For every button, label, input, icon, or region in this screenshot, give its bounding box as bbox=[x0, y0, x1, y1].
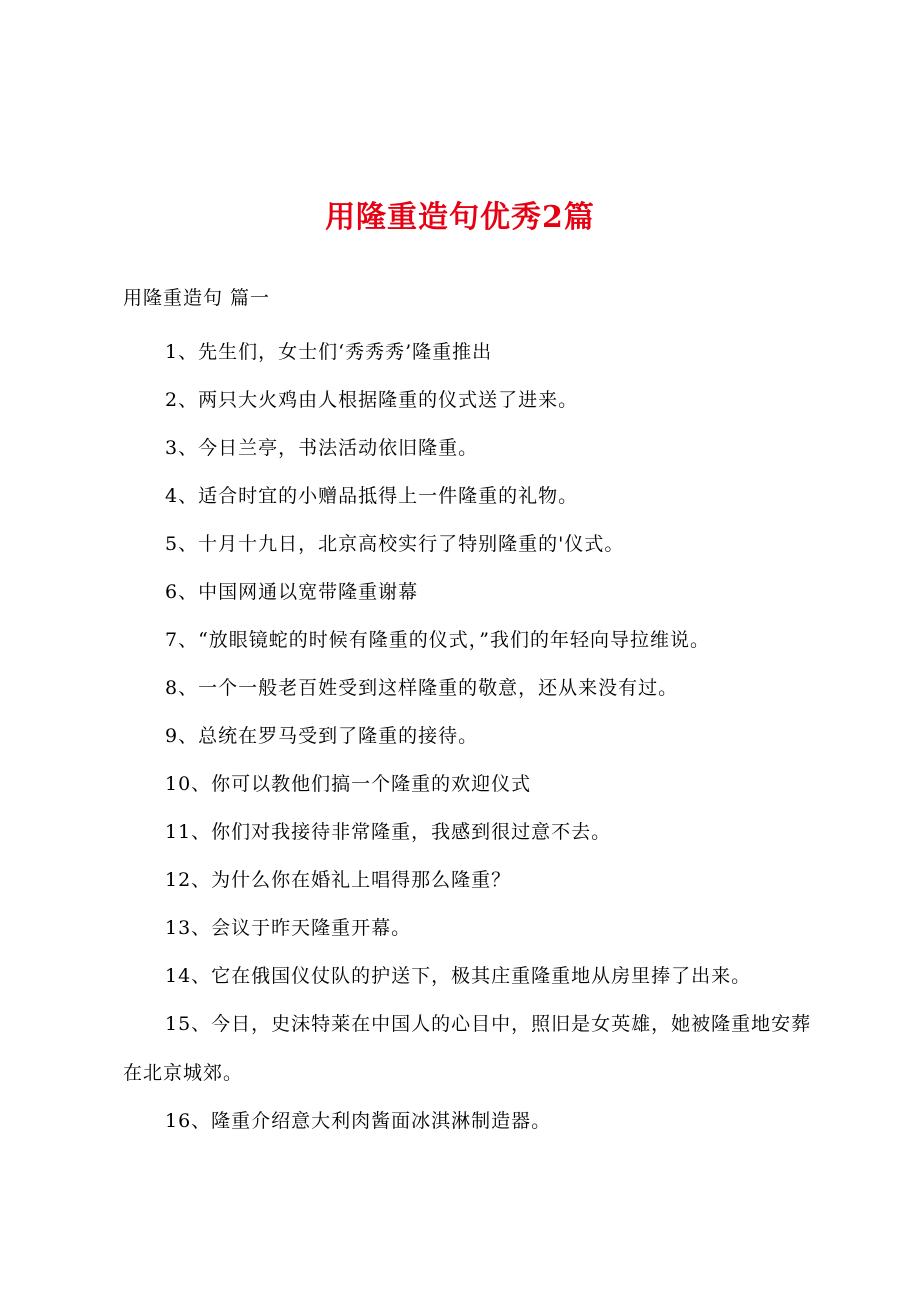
sentence-list bbox=[123, 328, 813, 1145]
list-item: 15、今日，史沫特莱在中国人的心目中，照旧是女英雄，她被隆重地安葬在北京城郊。 bbox=[123, 1013, 812, 1084]
section-heading: 用隆重造句 篇一 bbox=[123, 287, 271, 309]
list-item: 1、先生们，女士们‘秀秀秀’隆重推出 bbox=[165, 341, 493, 363]
list-item: 5、十月十九日，北京高校实行了特别隆重的'仪式。 bbox=[165, 533, 625, 555]
list-item: 12、为什么你在婚礼上唱得那么隆重？ bbox=[165, 869, 512, 891]
list-item: 16、隆重介绍意大利肉酱面冰淇淋制造器。 bbox=[165, 1110, 552, 1132]
list-item: 11、你们对我接待非常隆重，我感到很过意不去。 bbox=[165, 821, 612, 843]
list-item: 10、你可以教他们搞一个隆重的欢迎仪式 bbox=[165, 773, 532, 795]
list-item: 13、会议于昨天隆重开幕。 bbox=[165, 917, 412, 939]
list-item: 4、适合时宜的小赠品抵得上一件隆重的礼物。 bbox=[165, 485, 579, 507]
list-item: 3、今日兰亭，书法活动依旧隆重。 bbox=[165, 437, 479, 459]
list-item: 7、“放眼镜蛇的时候有隆重的仪式，”我们的年轻向导拉维说。 bbox=[165, 629, 711, 651]
list-item: 9、总统在罗马受到了隆重的接待。 bbox=[165, 725, 479, 747]
list-item: 8、一个一般老百姓受到这样隆重的敬意，还从来没有过。 bbox=[165, 677, 679, 699]
list-item: 6、中国网通以宽带隆重谢幕 bbox=[165, 581, 419, 603]
document-title: 用隆重造句优秀2篇 bbox=[325, 200, 595, 235]
list-item: 2、两只大火鸡由人根据隆重的仪式送了进来。 bbox=[165, 389, 579, 411]
list-item: 14、它在俄国仪仗队的护送下，极其庄重隆重地从房里捧了出来。 bbox=[165, 965, 752, 987]
